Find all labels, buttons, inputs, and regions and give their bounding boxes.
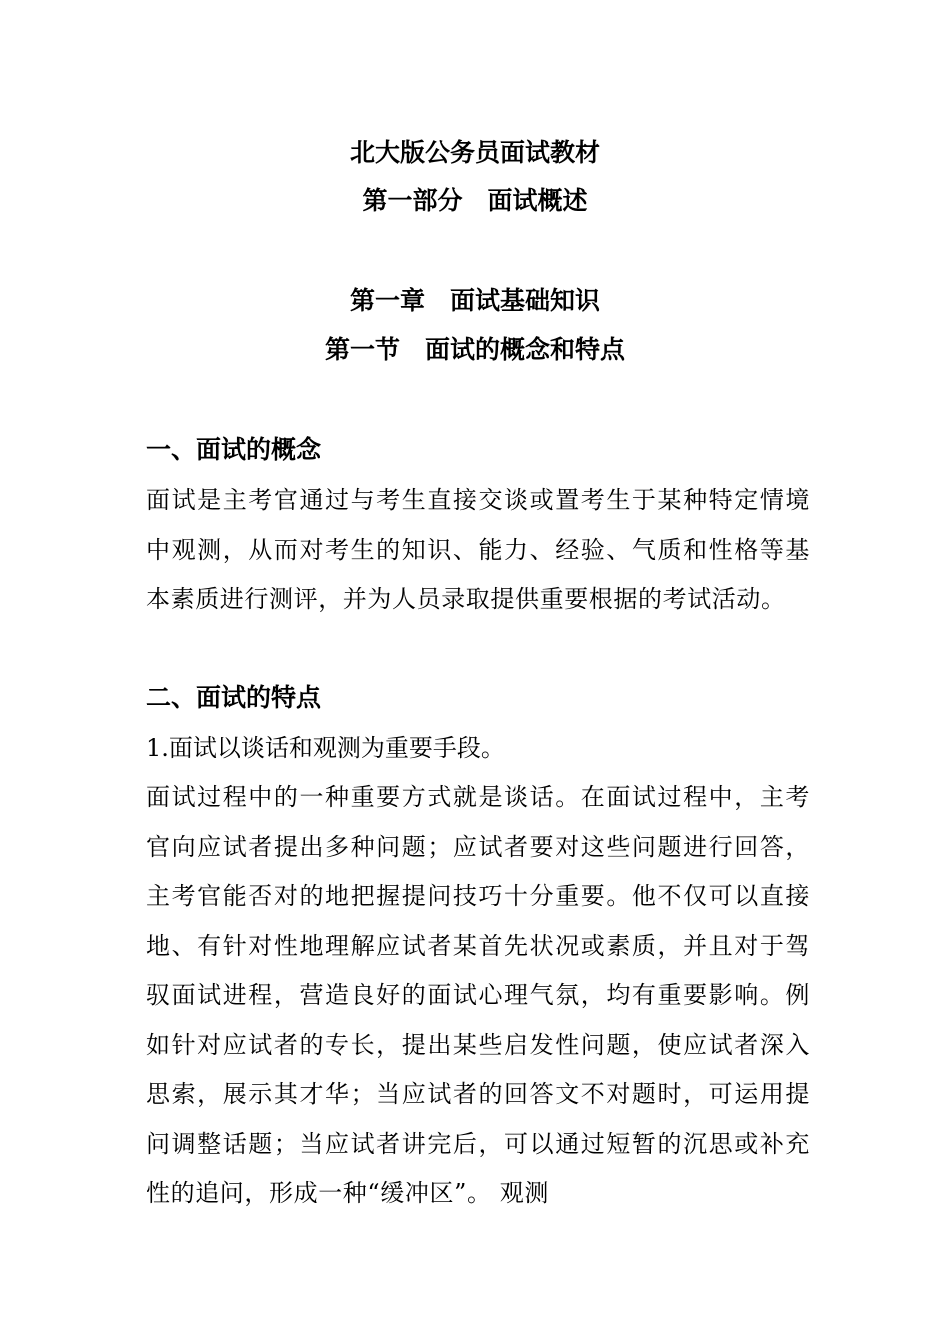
heading-features: 二、面试的特点 xyxy=(146,683,322,712)
heading-concept: 一、面试的概念 xyxy=(146,435,322,464)
document-title: 北大版公务员面试教材 xyxy=(349,138,600,167)
paragraph-concept: 面试是主考官通过与考生直接交谈或置考生于某种特定情境中观测，从而对考生的知识、能力、经验、气质和性格等基本素质进行测评，并为人员录取提供重要根据的考试活动。 xyxy=(146,486,810,613)
part-title: 第一部分 面试概述 xyxy=(362,186,588,215)
chapter-title: 第一章 面试基础知识 xyxy=(349,286,600,315)
paragraph-feature-1: 面试过程中的一种重要方式就是谈话。在面试过程中，主考官向应试者提出多种问题；应试者要对这些问题进行回答，主考官能否对的地把握提问技巧十分重要。他不仅可以直接地、有针对性地理解应试者某首先状况或素质，并且对于驾驭面试进程，营造良好的面试心理气氛，均有重要影响。例如针对应试者的专长，提出某些启发性问题，使应试者深入思索，展示其才华；当应试者的回答文不对题时，可运用提问调整话题；当应试者讲完后，可以通过短暂的沉思或补充性的追问，形成一种“缓冲区”。 观测 xyxy=(146,783,810,1207)
feature-item-1: 1.面试以谈话和观测为重要手段。 xyxy=(146,734,505,762)
section-title: 第一节 面试的概念和特点 xyxy=(324,335,625,364)
